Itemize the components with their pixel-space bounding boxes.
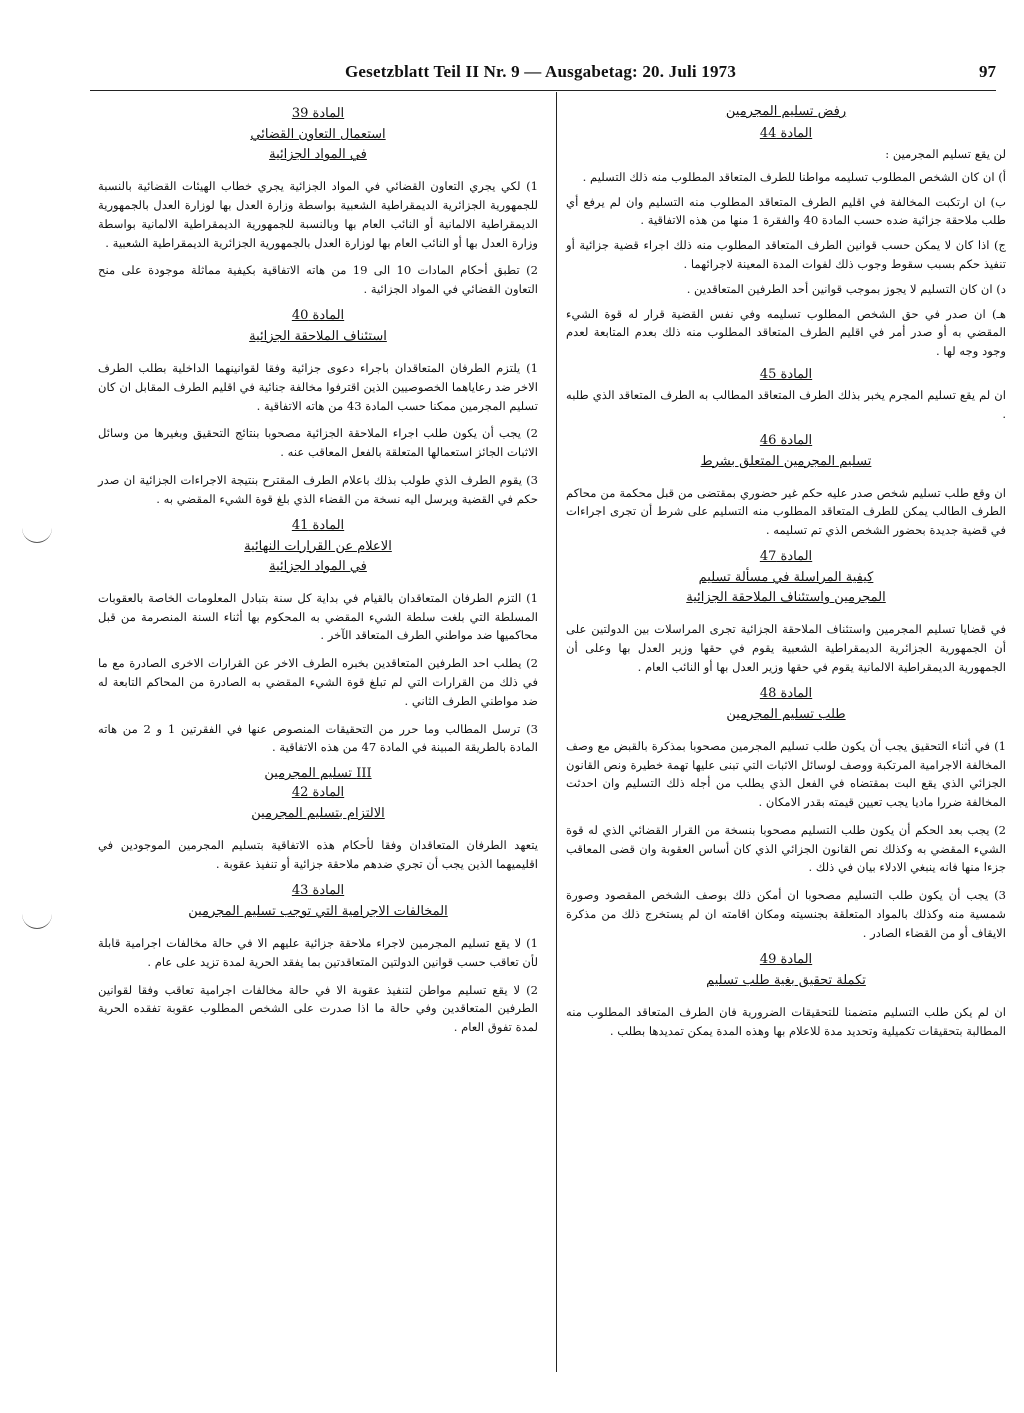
article-45-number: المادة 45 (759, 366, 813, 382)
article-41-number: المادة 41 (291, 517, 345, 533)
article-43-title (98, 902, 538, 922)
article-39-paragraph-1: 1) لكي يجري التعاون القضائي في المواد الجزائية يجري خطاب الهيئات القضائية بالنسبة للجمهورية الجزائرية الديمقراطية الشعبية بواسطة وزارة العدل بها لوزارة العدل بالجمهورية الديمقراطية الالمانية أو النائب العام بها وبالنسبة للجمهورية الديمقراطية الالمانية بواسطة وزارة العدل بها أو النائب العام بها لوزارة العدل بالجمهورية الجزائرية الديمقراطية الشعبية . (98, 179, 538, 250)
article-title-line: المخالفات الاجرامية التي توجب تسليم المجرمين (188, 903, 448, 919)
article-47-title (566, 568, 1006, 608)
article-title-line: استئناف الملاحقة الجزائية (249, 328, 387, 344)
margin-mark (22, 908, 52, 929)
article-title-line: في المواد الجزائية (269, 147, 367, 163)
article-41-title (98, 537, 538, 577)
article-title-line: رفض تسليم المجرمين (725, 104, 847, 119)
page-number: 97 (979, 62, 996, 81)
article-39-title (98, 125, 538, 165)
article-41-paragraph-1: 1) التزم الطرفان المتعاقدان بالقيام في بداية كل سنة بتبادل المعلومات الخاصة بالعقوبات المسلطة التي بلغت سلطة الشيء المقضي به المحكوم بها أثناء السنة المنصرمة من قبل محاكميها ضد مواطني الطرف المتعاقد الآخر . (98, 590, 538, 643)
article-48-number: المادة 48 (759, 685, 813, 701)
header-rule (90, 90, 996, 91)
article-39-number: المادة 39 (291, 106, 345, 121)
article-42-title (98, 804, 538, 824)
article-48-title (566, 705, 1006, 725)
article-title-line: تكملة تحقيق بغية طلب تسليم (706, 972, 866, 988)
article-43-number: المادة 43 (291, 882, 345, 898)
article-48-paragraph-3: 3) يجب أن يكون طلب التسليم مصحوبا ان أمكن ذلك بوصف الشخص المقصود وصورة شمسية منه وكذلك بالمواد المتعلقة بجنسيته ومكان اقامته ان لم يستخرج ذلك من مذكرة الايقاف أو من القضاء الصادر . (566, 888, 1006, 940)
article-40-paragraph-2: 2) يجب أن يكون طلب اجراء الملاحقة الجزائية مصحوبا بنتائج التحقيق وبغيرها من وسائل الاثبات الجائز استعمالها المتعلقة بالفعل المعاقب عنه . (98, 426, 538, 460)
article-46-number: المادة 46 (759, 432, 813, 448)
article-title-line: الالتزام بتسليم المجرمين (251, 806, 385, 822)
article-44-item: ج) اذا كان لا يمكن حسب قوانين الطرف المتعاقد المطلوب منه ذلك اجراء قضية جزائية أو تنفيذ حكم بسبب سقوط وجوب ذلك لفوات المدة المعينة لاجرائهما . (566, 238, 1006, 272)
article-42-paragraph-1: يتعهد الطرفان المتعاقدان وفقا لأحكام هذه الاتفاقية بتسليم المجرمين الموجودين في اقليميهما الذين يجب أن تجري ضدهم ملاحقة جزائية أو تنفيذ عقوبة . (98, 838, 538, 872)
article-title-line: تسليم المجرمين المتعلق بشرط (700, 453, 872, 469)
article-40-paragraph-3: 3) يقوم الطرف الذي طولب بذلك باعلام الطرف المقترح بنتيجة الاجراءات الجزائية ان صدر حكم في القضية ويرسل اليه نسخة من القضاء الذي بلغ قوة الشيء المقضي به . (98, 473, 538, 506)
article-49-paragraph-1: ان لم يكن طلب التسليم متضمنا للتحقيقات الضرورية فان الطرف المتعاقد المطلوب منه المطالبة بتحقيقات تكميلية وتحديد مدة للاعلام بها وهذه المدة يمكن تمديدها بطلب . (566, 1004, 1006, 1038)
article-46-paragraph-1: ان وقع طلب تسليم شخص صدر عليه حكم غير حضوري بمقتضى من قبل محكمة من محاكم الطرف الطالب يمكن للطرف المتعاقد المطلوب منه التسليم على شرط أن تجرى اجراءات في قضية جديدة بحضور الشخص الذي تم تسليمه . (566, 485, 1006, 538)
page-header (60, 62, 996, 84)
article-43-paragraph-2: 2) لا يقع تسليم مواطن لتنفيذ عقوبة الا في حالة مخالفات اجرامية تعاقب وفقا لقوانين الطرفين المتعاقدين وفي حالة ما اذا صدرت على الشخص المطلوب عقوبة تفقده الحرية لمدة تفوق العام . (98, 982, 538, 1035)
column-divider (556, 92, 557, 1372)
article-44-item: هـ) ان صدر في حق الشخص المطلوب تسليمه وفي نفس القضية قرار له قوة الشيء المقضي به أو صدر أمر في اقليم الطرف المتعاقد المطلوب منه ذلك بعدم المتابعة لعدم وجود وجه لها . (566, 306, 1006, 359)
article-title-line: استعمال التعاون القضائي (250, 127, 386, 142)
article-40-number: المادة 40 (291, 307, 345, 323)
article-42-number: المادة 42 (291, 785, 345, 801)
article-41-paragraph-3: 3) ترسل المطالب وما حرر من التحقيقات المنصوص عنها في الفقرتين 1 و 2 من هاته المادة بالطريقة المبينة في المادة 47 من هذه الاتفاقية . (98, 721, 538, 755)
article-46-title (566, 452, 1006, 472)
article-44-kicker (566, 102, 1006, 122)
article-title-line: في المواد الجزائية (269, 558, 367, 574)
article-44-item: أ) ان كان الشخص المطلوب تسليمه مواطنا للطرف المتعاقد المطلوب منه ذلك التسليم . (582, 169, 1006, 184)
article-44-item: د) ان كان التسليم لا يجوز بموجب قوانين أحد الطرفين المتعاقدين . (686, 281, 1006, 296)
gazette-title: Gesetzblatt Teil II Nr. 9 — Ausgabetag: 20. Juli 1973 (345, 62, 737, 81)
article-45-paragraph-1: ان لم يقع تسليم المجرم يخبر بذلك الطرف المتعاقد المطالب به الطرف المتعاقد الذي طلبه . (566, 387, 1006, 421)
article-title-line: المجرمين واستئناف الملاحقة الجزائية (686, 590, 886, 606)
right-column (566, 102, 1006, 1049)
article-43-paragraph-1: 1) لا يقع تسليم المجرمين لاجراء ملاحقة جزائية عليهم الا في حالة مخالفات اجرامية قابلة لأن تعاقب حسب قوانين الدولتين المتعاقدتين بما يفقد الحرية لمدة تزيد على عام . (98, 935, 538, 969)
left-column (98, 102, 538, 1046)
article-title-line: الاعلام عن القرارات النهائية (244, 538, 392, 554)
article-44-number: المادة 44 (759, 126, 813, 142)
margin-mark (22, 522, 52, 543)
article-39-paragraph-2: 2) تطبق أحكام المادات 10 الى 19 من هاته الاتفاقية بكيفية مماثلة موجودة على منح التعاون القضائي في المواد الجزائية . (98, 263, 538, 297)
article-47-paragraph-1: في قضايا تسليم المجرمين واستئناف الملاحقة الجزائية تجرى المراسلات بين الدولتين على أن الجمهورية الجزائرية الديمقراطية الشعبية يقوم في حقها وزير العدل بها وعلى أن الجمهورية الديمقراطية الالمانية يقوم في حقها وزير العدل بها أو النائب العام . (566, 622, 1006, 674)
article-41-paragraph-2: 2) يطلب احد الطرفين المتعاقدين بخبره الطرف الاخر عن القرارات الاخرى الصادرة مع ما في ذلك من القرارات التي لم تبلغ قوة الشيء المقضي به الصادرة من المحاكم التابعة له ضد مواطني الطرف الثاني . (98, 656, 538, 708)
article-title-line: كيفية المراسلة في مسألة تسليم (698, 570, 874, 585)
article-47-number: المادة 47 (759, 549, 813, 564)
article-44-item: ب) ان ارتكبت المخالفة في اقليم الطرف المتعاقد المطلوب منه التسليم وان لم يرفع أي طلب ملاحقة جزائية ضده حسب المادة 40 والفقرة 1 منها من هذه الاتفاقية . (566, 194, 1006, 228)
article-48-paragraph-2: 2) يجب بعد الحكم أن يكون طلب التسليم مصحوبا بنسخة من القرار القضائي الذي له قوة الشيء المقضي به وكذلك نص القانون الجزائي الذي كان أساس العقوبة وان قضى المعاقب جزءا منها فانه ينبغي الادلاء بيان في ذلك . (566, 822, 1006, 875)
article-48-paragraph-1: 1) في أثناء التحقيق يجب أن يكون طلب تسليم المجرمين مصحوبا بمذكرة بالقبض مع وصف المخالفة الاجرامية المرتكبة ووصف لوسائل الاثبات التي تبنى عليها تهمة خطيرة ونص القانون الجزائي الذي يقع البت بمقتضاه في الفعل الذي يطلب من أجله ذلك التسليم وان احدثت المخالفة ضررا ماديا يجب تعيين قيمته بقدر الامكان . (566, 738, 1006, 810)
article-title-line: طلب تسليم المجرمين (726, 706, 846, 722)
article-40-paragraph-1: 1) يلتزم الطرفان المتعاقدان باجراء دعوى جزائية وفقا لقوانينهما الداخلية بطلب الطرف الاخر ضد رعاياهما الخصوصيين الذين اقترفوا مخالفة جنائية في اقليم الطرف المقابل ان كان تسليم المجرمين ممكنا حسب المادة 43 من هاته الاتفاقية . (98, 361, 538, 413)
article-49-number: المادة 49 (759, 951, 813, 967)
article-44-lead: لن يقع تسليم المجرمين : (885, 147, 1006, 162)
article-49-title (566, 971, 1006, 991)
section-heading: III تسليم المجرمين (264, 766, 372, 782)
article-40-title (98, 327, 538, 347)
